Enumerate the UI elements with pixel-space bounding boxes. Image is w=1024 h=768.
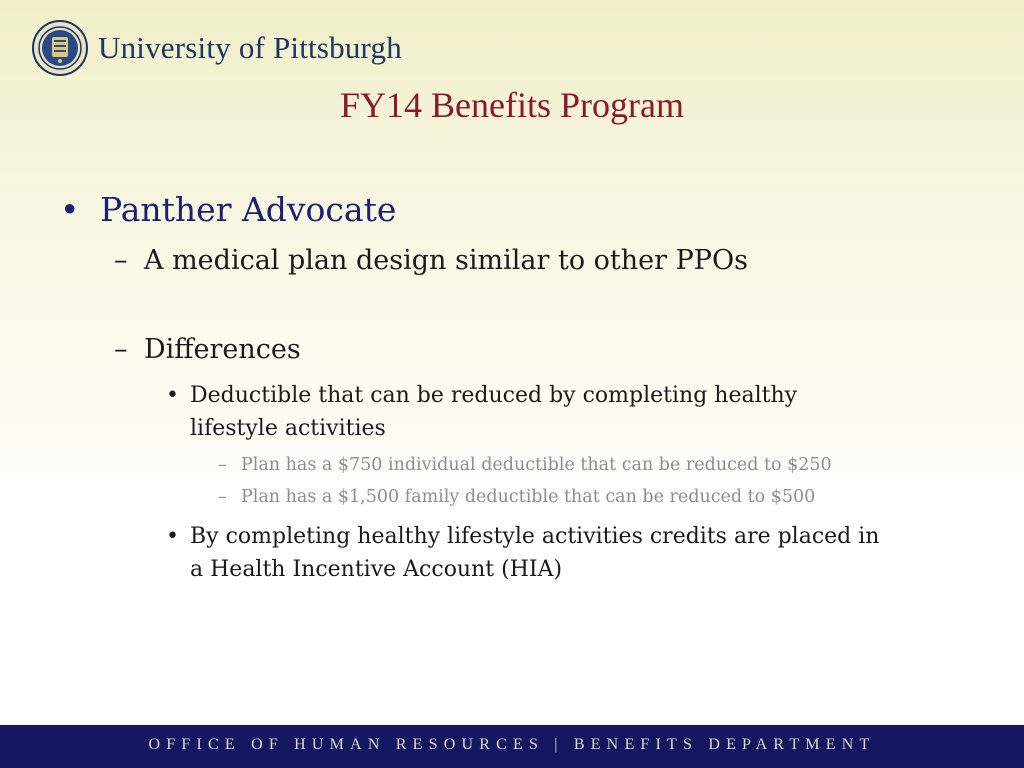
- level2-text-2: Differences: [144, 334, 301, 365]
- level3-text-2a: By completing healthy lifestyle activities credits are placed in: [190, 524, 880, 549]
- level4-text-2: Plan has a $1,500 family deductible that can be reduced to $500: [241, 487, 816, 507]
- slide-title: FY14 Benefits Program: [340, 85, 684, 125]
- level4-dash-1: –: [218, 455, 227, 475]
- level3-bullet-2: •: [166, 524, 179, 549]
- level4-text-1: Plan has a $750 individual deductible that can be reduced to $250: [241, 455, 832, 475]
- level3-bullet-1: •: [166, 383, 179, 408]
- level1-text: Panther Advocate: [100, 190, 397, 229]
- level2-dash-2: –: [114, 334, 128, 365]
- level2-text-1: A medical plan design similar to other PPOs: [144, 245, 748, 276]
- level1-bullet: •: [60, 190, 80, 229]
- level3-text-1b: lifestyle activities: [190, 416, 386, 441]
- level2-dash-1: –: [114, 245, 128, 276]
- footer-bar: [0, 725, 1024, 768]
- footer-text: OFFICE OF HUMAN RESOURCES | BENEFITS DEPARTMENT: [148, 736, 876, 753]
- level3-text-1a: Deductible that can be reduced by completing healthy: [190, 383, 798, 408]
- university-wordmark: University of Pittsburgh: [98, 30, 402, 65]
- level4-dash-2: –: [218, 487, 227, 507]
- level3-text-2b: a Health Incentive Account (HIA): [190, 557, 563, 582]
